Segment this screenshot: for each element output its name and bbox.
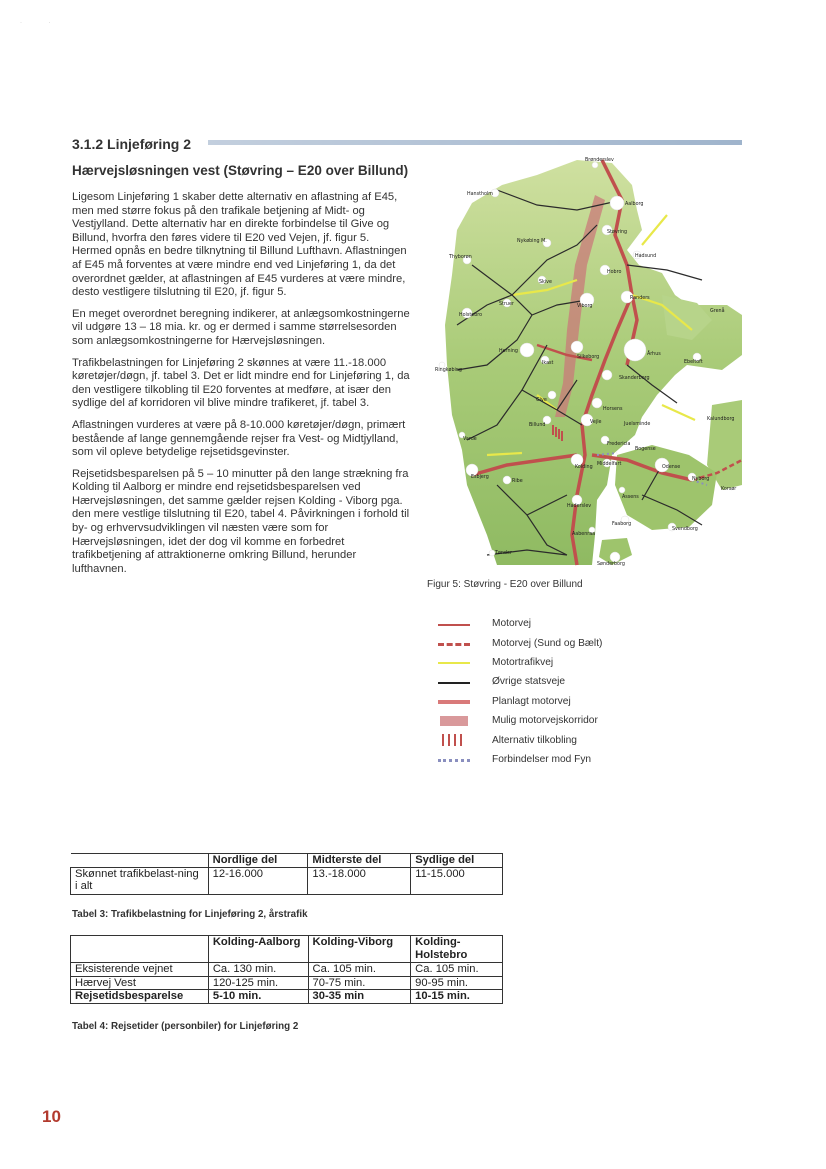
table-cell: Ca. 130 min. <box>208 963 308 977</box>
legend-symbol-motortrafikvej <box>438 656 470 668</box>
table-cell: 90-95 min. <box>411 976 503 990</box>
town-label: Holstebro <box>459 313 483 318</box>
map-figure <box>427 155 742 570</box>
table-cell: Eksisterende vejnet <box>71 963 209 977</box>
table-header-row <box>71 936 503 963</box>
legend-symbol-corridor <box>438 715 470 727</box>
legend-item <box>438 692 602 711</box>
town-label: Randers <box>630 296 650 301</box>
legend-label: Motortrafikvej <box>492 656 554 668</box>
town-label: Nykøbing M. <box>517 239 547 244</box>
town-label: Billund <box>529 423 546 428</box>
body-text <box>72 191 410 584</box>
town-label: Middelfart <box>597 462 622 467</box>
table-row <box>71 867 503 894</box>
map-legend <box>438 614 602 769</box>
table-header-cell: Nordlige del <box>208 854 308 868</box>
town-label: Ebeltoft <box>684 360 703 365</box>
table-row <box>71 976 503 990</box>
table-cell: Ca. 105 min. <box>308 963 411 977</box>
legend-symbol-planned-motorway <box>438 695 470 707</box>
town-label: Ringkøbing <box>435 368 462 373</box>
scan-mark: · · <box>20 20 51 26</box>
table-header-cell: Kolding-Viborg <box>308 936 411 963</box>
town-label: Aabenraa <box>572 532 596 537</box>
table-cell: Rejsetidsbesparelse <box>71 990 209 1004</box>
town-label: Skanderborg <box>619 376 650 381</box>
legend-item <box>438 614 602 633</box>
table-header-cell <box>71 854 209 868</box>
legend-item <box>438 750 602 769</box>
map-caption: Figur 5: Støvring - E20 over Billund <box>427 579 583 590</box>
town-label: Tønder <box>495 551 512 556</box>
legend-item <box>438 730 602 749</box>
table-cell: Hærvej Vest <box>71 976 209 990</box>
legend-symbol-funen <box>438 753 470 765</box>
table4-caption: Tabel 4: Rejsetider (personbiler) for Linjeføring 2 <box>72 1021 299 1032</box>
town-label: Give <box>536 398 547 403</box>
town-label: Sønderborg <box>597 562 625 567</box>
paragraph: Aflastningen vurderes at være på 8-10.000 køretøjer/døgn, primært bestående af lange gennemgående rejser fra Vest- og Midtjylland, som vil opleve betydelige rejsetidsgevinster. <box>72 418 406 459</box>
town-label: Viborg <box>577 304 593 309</box>
town-label: Esbjerg <box>471 475 489 480</box>
table-header-cell: Midterste del <box>308 854 411 868</box>
town-label: Odense <box>662 465 681 470</box>
legend-item <box>438 711 602 730</box>
paragraph: Trafikbelastningen for Linjeføring 2 skønnes at være 11.-18.000 køretøjer/døgn, jf. tabel 3. Det er lidt mindre end for Linjeføring 1, da den vestligere tilkobling til E20 forventes at medføre, at især den sydlige del af korridoren vil blive mindre trafikeret, jf. tabel 3. <box>72 356 410 410</box>
section-heading: 3.1.2 Linjeføring 2 <box>72 136 192 152</box>
town-label: Hobro <box>607 270 622 275</box>
town-label: Vejle <box>590 420 602 425</box>
table-row <box>71 990 503 1004</box>
table-header-cell: Kolding-Aalborg <box>208 936 308 963</box>
town-label: Hadsund <box>635 254 657 259</box>
table-travel-times <box>70 935 503 1004</box>
town-label: Struer <box>499 302 514 307</box>
table-header-cell <box>71 936 209 963</box>
town-label: Grenå <box>710 309 725 314</box>
legend-label: Planlagt motorvej <box>492 695 571 707</box>
legend-item <box>438 653 602 672</box>
table-cell: Ca. 105 min. <box>411 963 503 977</box>
table-header-cell: Sydlige del <box>411 854 503 868</box>
legend-item <box>438 672 602 691</box>
town-label: Brønderslev <box>585 158 614 163</box>
town-label: Horsens <box>603 407 623 412</box>
legend-label: Mulig motorvejskorridor <box>492 715 598 727</box>
table-cell: Skønnet trafikbelast-ning i alt <box>71 867 209 894</box>
table-cell: 70-75 min. <box>308 976 411 990</box>
heading-rule <box>208 140 742 145</box>
legend-label: Alternativ tilkobling <box>492 734 577 746</box>
town-label: Fredericia <box>607 442 631 447</box>
table-traffic-load <box>70 853 503 895</box>
town-label: Silkeborg <box>577 355 600 360</box>
legend-item <box>438 633 602 652</box>
table-cell: 30-35 min <box>308 990 411 1004</box>
paragraph: Rejsetidsbesparelsen på 5 – 10 minutter på den lange strækning fra Kolding til Aalborg er mindre end rejsetidsbesparelsen ved Hærvejsløsningen, det samme gælder rejsen Kolding - Viborg pga. den mere vestlige tilslutning til E20, tabel 4. Påvirkningen i forhold til by- og erhvervsudviklingen vil næsten være som for Hærvejsløsningen, idet der dog vil komme en forbedret trafikbetjening af attraktionerne omkring Billund, herunder lufthavnen. <box>72 467 410 575</box>
town-label: Hanstholm <box>467 192 493 197</box>
town-label: Herning <box>499 349 518 354</box>
town-label: Nyborg <box>692 477 710 482</box>
town-label: Svendborg <box>672 527 698 532</box>
town-label: Kalundborg <box>707 417 735 422</box>
town-label: Haderslev <box>567 504 592 509</box>
table-header-row <box>71 854 503 868</box>
table-header-cell: Kolding-Holstebro <box>411 936 503 963</box>
table-cell: 13.-18.000 <box>308 867 411 894</box>
legend-symbol-motorway-bridge <box>438 637 470 649</box>
legend-symbol-alternative <box>438 734 470 746</box>
town-label: Faaborg <box>612 522 632 527</box>
town-label: Assens <box>622 495 639 500</box>
table-cell: 5-10 min. <box>208 990 308 1004</box>
table3-caption: Tabel 3: Trafikbelastning for Linjeføring 2, årstrafik <box>72 909 308 920</box>
town-label: Ikast <box>542 361 554 366</box>
town-label: Aalborg <box>625 202 644 207</box>
table-cell: 10-15 min. <box>411 990 503 1004</box>
paragraph: En meget overordnet beregning indikerer, at anlægsomkostningerne vil udgøre 13 – 18 mia. kr. og er dermed i samme størrelsesorden som anlægsomkostningerne for Hærvejsløsningen. <box>72 307 410 347</box>
town-label: Støvring <box>607 230 628 235</box>
town-label: Bogense <box>635 447 656 452</box>
denmark-map <box>427 155 742 570</box>
table-cell: 12-16.000 <box>208 867 308 894</box>
legend-symbol-motorway <box>438 618 470 630</box>
table-row <box>71 963 503 977</box>
town-label: Varde <box>463 437 477 442</box>
town-label: Korsør <box>721 487 737 492</box>
legend-label: Motorvej (Sund og Bælt) <box>492 637 603 649</box>
town-label: Århus <box>647 352 661 357</box>
subheading: Hærvejsløsningen vest (Støvring – E20 over Billund) <box>72 163 409 178</box>
table-cell: 11-15.000 <box>411 867 503 894</box>
town-label: Skive <box>539 280 552 285</box>
town-label: Juelsminde <box>624 422 651 427</box>
paragraph: Ligesom Linjeføring 1 skaber dette alternativ en aflastning af E45, men med større fokus på den trafikale betjening af Midt- og Vestjylland. Dette alternativ har en direkte forbindelse til Give og Billund, hvorfra den føres videre til E20 ved Vejen, jf. figur 5. Hermed opnås en bedre tilknytning til Billund Lufthavn. Aflastningen af E45 må forventes at være mindre end ved Linjeføring 1, da det overordnet gælder, at aflastningen af E45 vurderes at være mindre, desto vestligere tilslutning til E20, jf. figur 5. <box>72 191 407 299</box>
legend-label: Forbindelser mod Fyn <box>492 753 592 765</box>
town-label: Thyborøn <box>449 255 472 260</box>
town-label: Ribe <box>512 479 523 484</box>
table-cell: 120-125 min. <box>208 976 308 990</box>
legend-symbol-state-road <box>438 676 470 688</box>
town-label: Kolding <box>575 465 593 470</box>
legend-label: Øvrige statsveje <box>492 676 566 688</box>
legend-label: Motorvej <box>492 618 532 630</box>
page-number: 10 <box>42 1107 61 1126</box>
